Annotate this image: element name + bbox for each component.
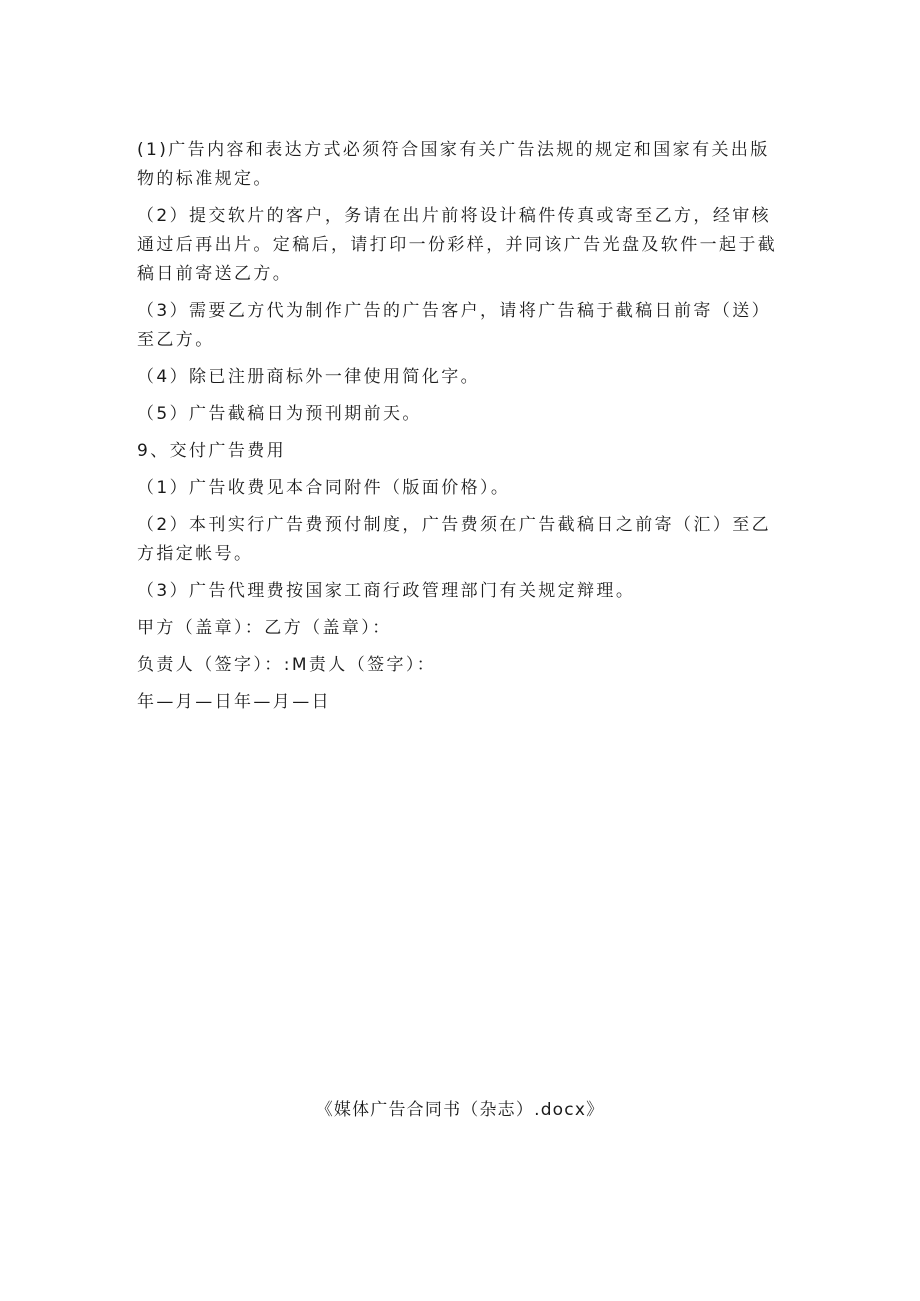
paragraph-ad-content-requirements: (1)广告内容和表达方式必须符合国家有关广告法规的规定和国家有关出版物的标准规定。 bbox=[137, 140, 770, 189]
signature-date-line: 年—月—日年—月—日 bbox=[137, 692, 331, 712]
paragraph-agency-fee: （3）广告代理费按国家工商行政管理部门有关规定辩理。 bbox=[137, 581, 636, 601]
paragraph-simplified-chars: （4）除已注册商标外一律使用简化字。 bbox=[137, 367, 481, 387]
paragraph-deadline: （5）广告截稿日为预刊期前天。 bbox=[137, 404, 422, 424]
section-heading-payment: 9、交付广告费用 bbox=[137, 441, 287, 461]
paragraph-ad-production: （3）需要乙方代为制作广告的广告客户，请将广告稿于截稿日前寄（送）至乙方。 bbox=[137, 301, 772, 350]
paragraph-film-submission: （2）提交软片的客户，务请在出片前将设计稿件传真或寄至乙方，经审核通过后再出片。定稿后，请打印一份彩样，并同该广告光盘及软件一起于截稿日前寄送乙方。 bbox=[137, 206, 778, 284]
document-body bbox=[137, 136, 787, 725]
paragraph-fee-schedule: （1）广告收费见本合同附件（版面价格）。 bbox=[137, 478, 511, 498]
paragraph-prepayment: （2）本刊实行广告费预付制度，广告费须在广告截稿日之前寄（汇）至乙方指定帐号。 bbox=[137, 515, 772, 564]
document-filename-footer: 《媒体广告合同书（杂志）.docx》 bbox=[315, 1100, 605, 1120]
signature-stamp-line: 甲方（盖章）：乙方（盖章）： bbox=[137, 618, 392, 638]
signature-person-line: 负责人（签字）：:M责人（签字）： bbox=[137, 655, 437, 675]
